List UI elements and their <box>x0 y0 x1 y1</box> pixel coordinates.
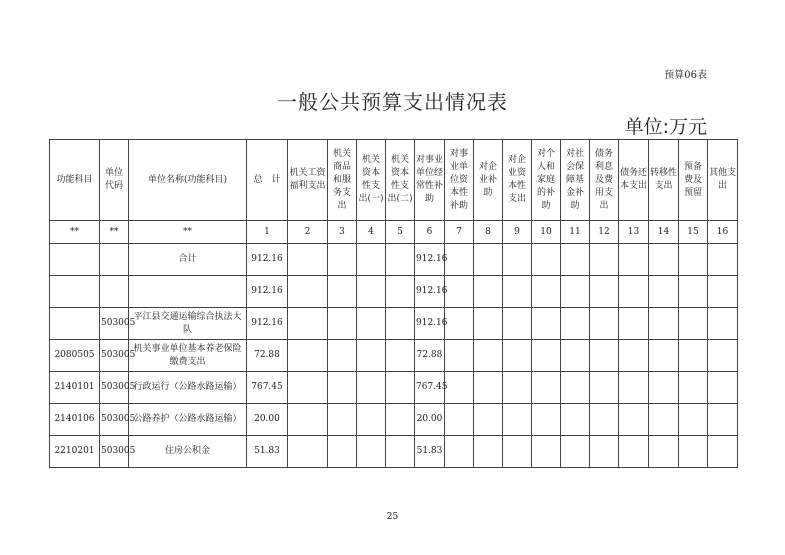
public-institution-subsidy-cell: 767.45 <box>415 372 445 404</box>
total-cell: 72.88 <box>247 340 288 372</box>
page-number: 25 <box>386 512 399 522</box>
func-code-cell <box>50 308 100 340</box>
index-cell: 11 <box>561 221 590 244</box>
header-cell: 对事业单位资本性补助 <box>445 140 474 221</box>
unit-label: 单位:万元 <box>624 116 707 138</box>
header-cell: 对企业补助 <box>474 140 503 221</box>
header-cell: 债务还本支出 <box>619 140 649 221</box>
func-code-cell <box>50 276 100 308</box>
index-cell: ** <box>129 221 247 244</box>
index-cell: 9 <box>503 221 532 244</box>
header-cell: 对个人和家庭的补助 <box>532 140 561 221</box>
index-cell: ** <box>100 221 129 244</box>
total-cell: 912.16 <box>247 244 288 276</box>
table-row <box>50 372 738 404</box>
total-cell: 912.16 <box>247 308 288 340</box>
index-cell: 3 <box>328 221 357 244</box>
budget-table <box>49 139 738 468</box>
unit-name-cell <box>129 276 247 308</box>
func-code-cell: 2140106 <box>50 404 100 436</box>
header-cell: 其他支出 <box>708 140 738 221</box>
header-cell: 功能科目 <box>50 140 100 221</box>
func-code-cell: 2210201 <box>50 436 100 468</box>
header-row <box>50 140 738 221</box>
index-cell: ** <box>50 221 100 244</box>
unit-name-cell: 机关事业单位基本养老保险缴费支出 <box>129 340 247 372</box>
page-title: 一般公共预算支出情况表 <box>277 90 508 114</box>
unit-code-cell: 503005 <box>100 340 129 372</box>
public-institution-subsidy-cell: 912.16 <box>415 276 445 308</box>
public-institution-subsidy-cell: 72.88 <box>415 340 445 372</box>
func-code-cell: 2080505 <box>50 340 100 372</box>
unit-code-cell: 503005 <box>100 436 129 468</box>
header-cell: 机关资本性支出(一) <box>357 140 386 221</box>
total-cell: 20.00 <box>247 404 288 436</box>
unit-code-cell: 503005 <box>100 372 129 404</box>
index-cell: 7 <box>445 221 474 244</box>
index-cell: 6 <box>415 221 445 244</box>
unit-code-cell: 503005 <box>100 308 129 340</box>
total-cell: 767.45 <box>247 372 288 404</box>
table-row <box>50 276 738 308</box>
header-cell: 预备费及预留 <box>679 140 708 221</box>
header-cell: 机关商品和服务支出 <box>328 140 357 221</box>
public-institution-subsidy-cell: 912.16 <box>415 244 445 276</box>
unit-name-cell: 公路养护（公路水路运输） <box>129 404 247 436</box>
header-cell: 对企业资本性支出 <box>503 140 532 221</box>
index-cell: 13 <box>619 221 649 244</box>
total-cell: 51.83 <box>247 436 288 468</box>
unit-name-cell: 住房公积金 <box>129 436 247 468</box>
unit-name-cell: 行政运行（公路水路运输） <box>129 372 247 404</box>
table-row <box>50 404 738 436</box>
table-row <box>50 436 738 468</box>
index-cell: 2 <box>288 221 328 244</box>
index-cell: 12 <box>590 221 619 244</box>
index-cell: 8 <box>474 221 503 244</box>
index-cell: 15 <box>679 221 708 244</box>
index-row <box>50 221 738 244</box>
public-institution-subsidy-cell: 51.83 <box>415 436 445 468</box>
func-code-cell <box>50 244 100 276</box>
header-cell: 单位名称(功能科目) <box>129 140 247 221</box>
form-code: 预算06表 <box>664 70 707 81</box>
table-row <box>50 244 738 276</box>
header-cell: 机关工资福利支出 <box>288 140 328 221</box>
func-code-cell: 2140101 <box>50 372 100 404</box>
unit-name-cell: 合计 <box>129 244 247 276</box>
table-row <box>50 308 738 340</box>
index-cell: 4 <box>357 221 386 244</box>
unit-name-cell: 平江县交通运输综合执法大队 <box>129 308 247 340</box>
header-cell: 总 计 <box>247 140 288 221</box>
unit-code-cell <box>100 244 129 276</box>
header-cell: 对社会保障基金补助 <box>561 140 590 221</box>
header-cell: 债务利息及费用支出 <box>590 140 619 221</box>
index-cell: 14 <box>649 221 679 244</box>
header-cell: 单位代码 <box>100 140 129 221</box>
unit-code-cell: 503005 <box>100 404 129 436</box>
header-cell: 转移性支出 <box>649 140 679 221</box>
header-cell: 对事业单位经常性补助 <box>415 140 445 221</box>
unit-code-cell <box>100 276 129 308</box>
public-institution-subsidy-cell: 20.00 <box>415 404 445 436</box>
total-cell: 912.16 <box>247 276 288 308</box>
index-cell: 5 <box>386 221 415 244</box>
index-cell: 10 <box>532 221 561 244</box>
table-row <box>50 340 738 372</box>
index-cell: 16 <box>708 221 738 244</box>
index-cell: 1 <box>247 221 288 244</box>
header-cell: 机关资本性支出(二) <box>386 140 415 221</box>
public-institution-subsidy-cell: 912.16 <box>415 308 445 340</box>
